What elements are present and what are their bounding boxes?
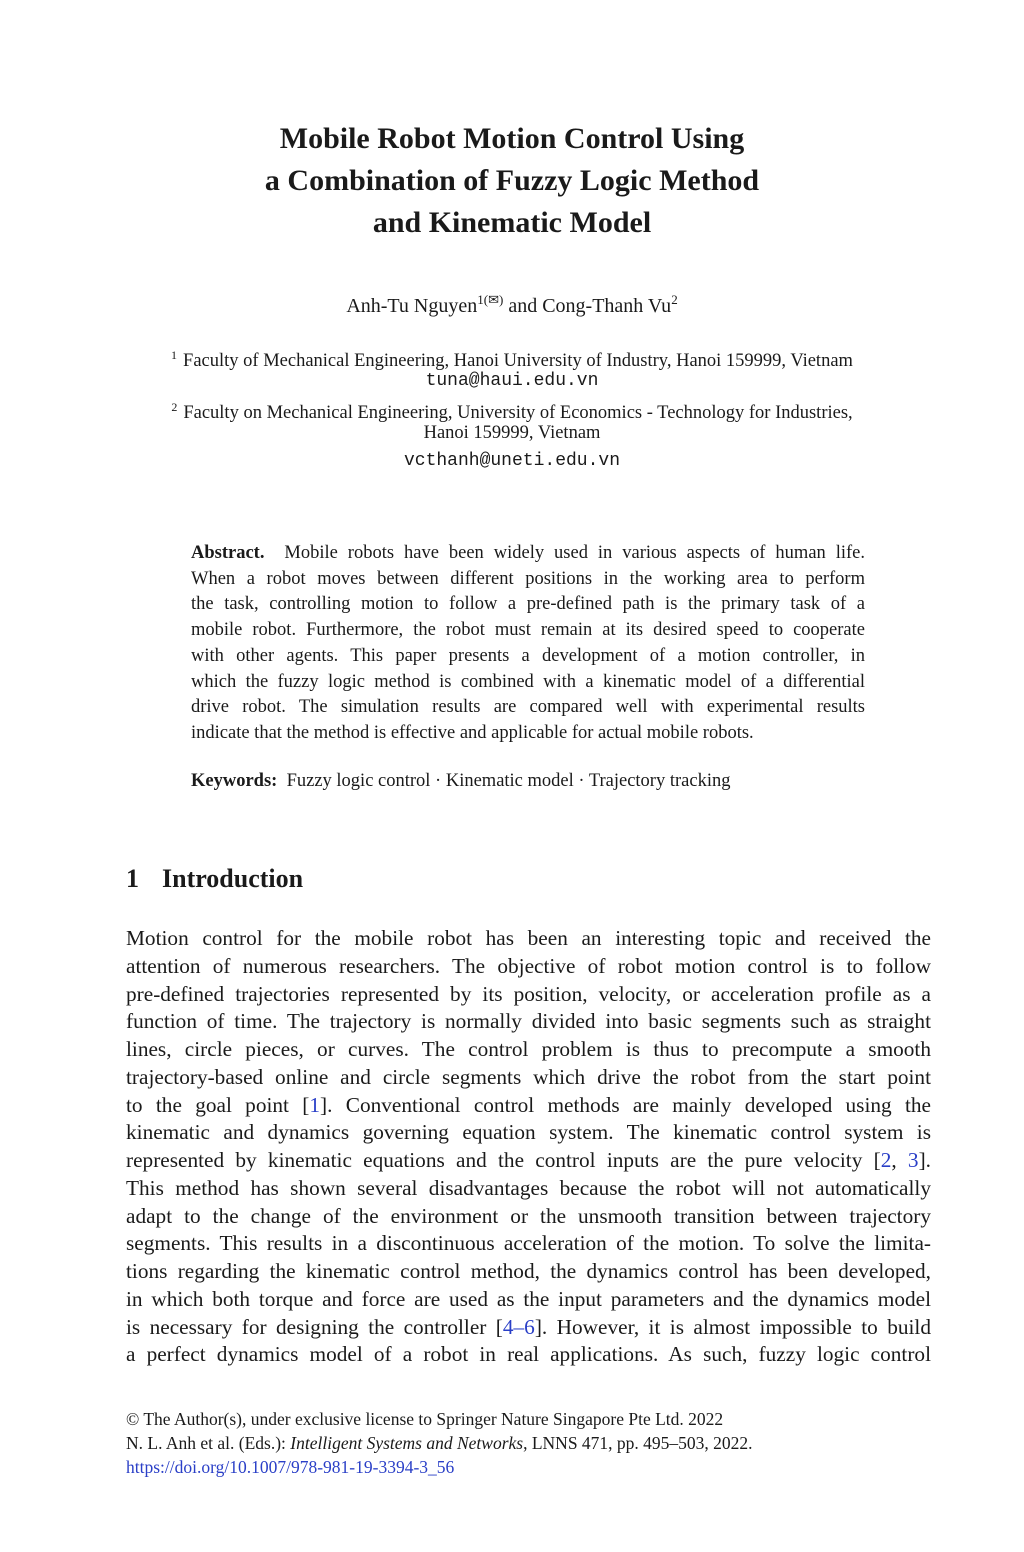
body-line: to the goal point [1]. Conventional control methods are mainly developed using the — [126, 1092, 932, 1117]
abstract-line: Abstract. Mobile robots have been widely used in various aspects of human life. — [191, 543, 866, 563]
title-line-3: and Kinematic Model — [372, 206, 652, 239]
affiliation-2-city: Hanoi 159999, Vietnam — [423, 423, 601, 443]
affiliation-1-number: 1 — [171, 348, 178, 362]
affiliation-2-email[interactable]: vcthanh@uneti.edu.vn — [403, 451, 621, 471]
body-line: Motion control for the mobile robot has been an interesting topic and received the — [126, 926, 931, 950]
body-line: segments. This results in a discontinuous acceleration of the motion. To solve the limita- — [126, 1231, 931, 1256]
body-line: lines, circle pieces, or curves. The control problem is thus to precompute a smooth — [126, 1037, 931, 1061]
citation-link[interactable]: 2 — [880, 1148, 892, 1172]
author-1-name: Anh-Tu Nguyen — [346, 295, 478, 317]
section-number: 1 — [126, 864, 139, 893]
paper-title — [0, 118, 1024, 244]
body-line: kinematic and dynamics governing equation system. The kinematic control system is — [126, 1120, 931, 1145]
section-title: Introduction — [162, 864, 304, 893]
abstract — [191, 541, 865, 747]
abstract-line: indicate that the method is effective and applicable for actual mobile robots. — [191, 722, 754, 743]
book-title: Intelligent Systems and Networks — [290, 1433, 524, 1453]
affiliation-1-email[interactable]: tuna@haui.edu.vn — [425, 371, 599, 391]
affiliation-1-text: Faculty of Mechanical Engineering, Hanoi University of Industry, Hanoi 159999, Vietnam — [183, 351, 853, 371]
body-line: tions regarding the kinematic control method, the dynamics control has been developed, — [126, 1259, 931, 1283]
title-line-2: a Combination of Fuzzy Logic Method — [264, 164, 760, 197]
abstract-label: Abstract. — [191, 543, 265, 563]
body-text — [126, 925, 931, 1369]
body-line: pre-defined trajectories represented by its position, velocity, or acceleration profile as a — [126, 981, 931, 1006]
abstract-line: When a robot moves between different positions in the working area to perform — [191, 568, 865, 589]
author-2-name: Cong-Thanh Vu — [542, 295, 672, 317]
abstract-line: which the fuzzy logic method is combined with a kinematic model of a differential — [191, 671, 865, 692]
keywords-text: Fuzzy logic control · Kinematic model · Trajectory tracking — [286, 771, 731, 791]
body-line: trajectory-based online and circle segments which drive the robot from the start point — [126, 1064, 931, 1089]
affiliation-2-number: 2 — [171, 400, 178, 414]
body-line: function of time. The trajectory is normally divided into basic segments such as straight — [126, 1009, 931, 1034]
abstract-line: with other agents. This paper presents a development of a motion controller, in — [191, 645, 865, 666]
abstract-line: the task, controlling motion to follow a pre-defined path is the primary task of a — [191, 594, 865, 615]
section-heading — [126, 864, 303, 894]
body-line: adapt to the change of the environment or the unsmooth transition between trajectory — [126, 1203, 931, 1228]
author-2-affil-mark: 2 — [671, 292, 678, 307]
body-line: This method has shown several disadvantages because the robot will not automatically — [126, 1175, 931, 1200]
body-line: in which both torque and force are used as the input parameters and the dynamics model — [126, 1286, 931, 1311]
doi-link[interactable]: https://doi.org/10.1007/978-981-19-3394-3_56 — [126, 1457, 455, 1477]
body-line: represented by kinematic equations and the control inputs are the pure velocity [2, 3]. — [126, 1148, 931, 1172]
copyright-notice: © The Author(s), under exclusive license to Springer Nature Singapore Pte Ltd. 2022 — [126, 1409, 724, 1429]
citation-link[interactable]: 4–6 — [502, 1314, 535, 1339]
body-line: is necessary for designing the controller [4–6]. However, it is almost impossible to build — [126, 1314, 931, 1339]
author-joiner: and — [503, 295, 543, 317]
title-line-1: Mobile Robot Motion Control Using — [279, 122, 745, 155]
citation-info: N. L. Anh et al. (Eds.): Intelligent Systems and Networks, LNNS 471, pp. 495–503, 2022. — [126, 1433, 753, 1453]
author-1-affil-mark: 1(✉) — [477, 292, 504, 307]
abstract-line: drive robot. The simulation results are compared well with experimental results — [191, 697, 865, 718]
body-line: a perfect dynamics model of a robot in real applications. As such, fuzzy logic control — [126, 1342, 931, 1367]
citation-link[interactable]: 3 — [907, 1148, 919, 1172]
citation-link[interactable]: 1 — [309, 1092, 321, 1117]
keywords-label: Keywords: — [191, 771, 278, 791]
keywords — [191, 771, 865, 792]
footer — [126, 1407, 931, 1479]
abstract-line: mobile robot. Furthermore, the robot must remain at its desired speed to cooperate — [191, 620, 865, 641]
affiliation-2-text: Faculty on Mechanical Engineering, University of Economics - Technology for Industries, — [183, 403, 853, 423]
author-list — [0, 292, 1024, 318]
body-line: attention of numerous researchers. The objective of robot motion control is to follow — [126, 953, 931, 978]
